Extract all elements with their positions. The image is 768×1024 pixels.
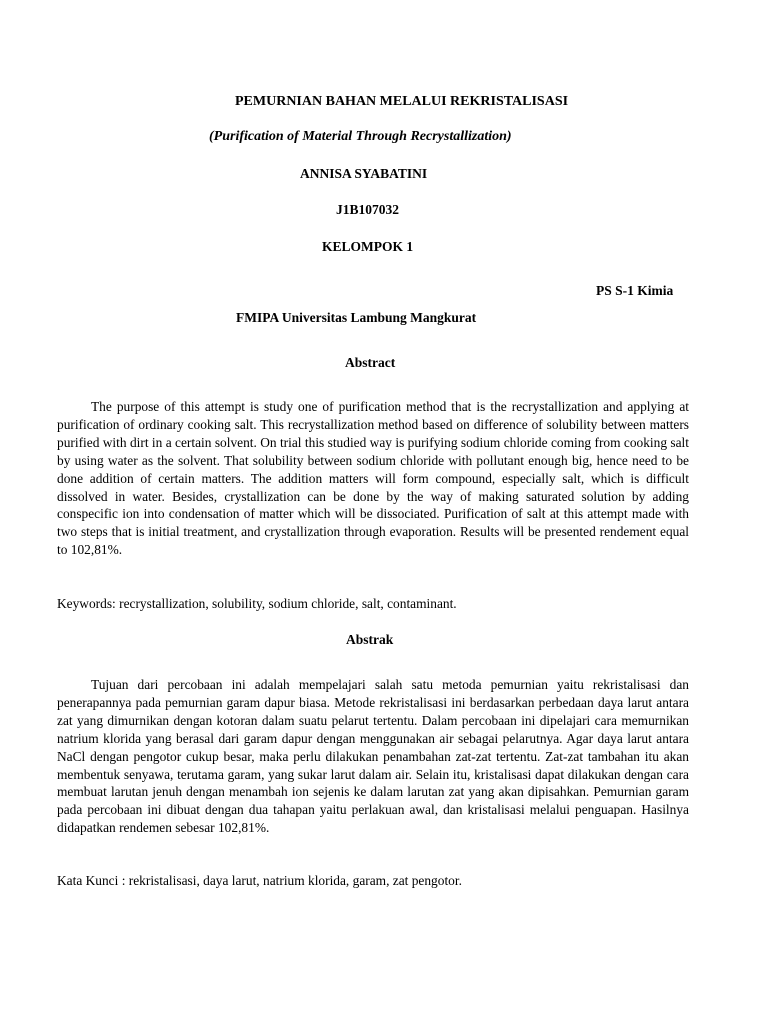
study-program: PS S-1 Kimia <box>596 283 674 298</box>
abstrak-body: Tujuan dari percobaan ini adalah mempelajari salah satu metoda pemurnian yaitu rekristalisasi dan penerapannya pada pemurnian garam dapur biasa. Metode rekristalisasi ini berdasarkan perbedaan daya larut antara zat yang dimurnikan dengan kotoran dalam suatu pelarut tertentu. Dalam percobaan ini dipelajari cara memurnikan natrium klorida yang berasal dari garam dapur dengan menggunakan air sebagai pelarutnya. Agar daya larut antara NaCl dengan pengotor cukup besar, maka perlu dilakukan penambahan zat-zat tertentu. Zat-zat tambahan itu akan membentuk senyawa, terutama garam, yang sukar larut dalam air. Selain itu, kristalisasi dapat dilakukan dengan cara membuat larutan jenuh dengan menambah ion sejenis ke dalam larutan zat yang akan dipisahkan. Pemurnian garam pada percobaan ini dibuat dengan dua tahapan yaitu perlakuan awal, dan kristalisasi melalui penguapan. Hasilnya didapatkan rendemen sebesar 102,81%. <box>57 677 689 836</box>
student-id: J1B107032 <box>336 202 400 217</box>
paper-title: PEMURNIAN BAHAN MELALUI REKRISTALISASI <box>235 94 569 109</box>
author-name: ANNISA SYABATINI <box>300 166 428 181</box>
institution: FMIPA Universitas Lambung Mangkurat <box>236 310 477 325</box>
paper-subtitle: (Purification of Material Through Recrystallization) <box>209 129 512 144</box>
abstract-body: The purpose of this attempt is study one of purification method that is the recrystallization and applying at purification of ordinary cooking salt. This recrystallization method based on difference of solubility between matters purified with dirt in a certain solvent. On trial this studied way is purifying sodium chloride coming from cooking salt by using water as the solvent. That solubility between sodium chloride with pollutant enough big, hence need to be done addition of certain matters. The addition matters will form compound, especially salt, which is difficult dissolved in water. Besides, crystallization can be done by the way of making saturated solution by adding conspecific ion into condensation of matter which will be dissociated. Purification of salt at this attempt made with two steps that is initial treatment, and crystallization through evaporation. Results will be presented rendement equal to 102,81%. <box>57 399 689 558</box>
abstract-heading: Abstract <box>345 355 396 370</box>
abstrak-heading: Abstrak <box>346 632 394 647</box>
group-label: KELOMPOK 1 <box>322 239 414 254</box>
kata-kunci: Kata Kunci : rekristalisasi, daya larut, natrium klorida, garam, zat pengotor. <box>57 873 462 888</box>
keywords: Keywords: recrystallization, solubility, sodium chloride, salt, contaminant. <box>57 596 457 611</box>
